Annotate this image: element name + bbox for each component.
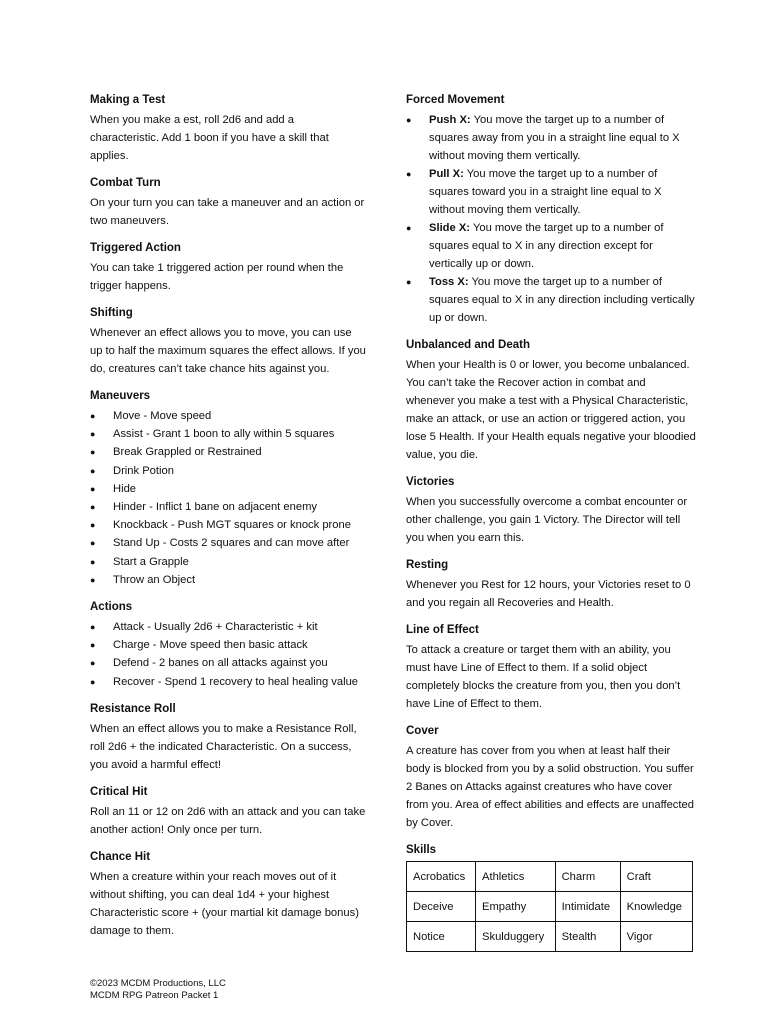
forced-movement-heading: Forced Movement (406, 94, 505, 106)
victories-heading: Victories (406, 476, 455, 488)
table-row (407, 862, 693, 892)
list-item: ● Defend - 2 banes on all attacks against you (90, 654, 366, 672)
list-item: ● Recover - Spend 1 recovery to heal healing value (90, 673, 366, 691)
skills-table (406, 861, 693, 952)
resting-heading: Resting (406, 559, 449, 571)
push-text: You move the target up to a number of squares away from you in a straight line equal to X without moving them vertically. (429, 114, 680, 162)
table-cell: Skulduggery (476, 922, 556, 952)
pull-term: Pull X: (429, 168, 464, 180)
list-item: ● Drink Potion (90, 462, 366, 480)
maneuvers-heading: Maneuvers (90, 390, 151, 402)
chance-hit-heading: Chance Hit (90, 850, 151, 863)
resting-section (406, 557, 696, 612)
unbalanced-heading: Unbalanced and Death (406, 339, 530, 351)
table-cell: Knowledge (620, 892, 692, 922)
forced-movement-list (406, 111, 696, 327)
triggered-action-heading: Triggered Action (90, 242, 181, 254)
making-test-section (90, 92, 366, 165)
table-cell: Notice (407, 922, 476, 952)
line-of-effect-section (406, 622, 696, 713)
list-item: ● Attack - Usually 2d6 + Characteristic + kit (90, 618, 366, 636)
resting-body: Whenever you Rest for 12 hours, your Victories reset to 0 and you regain all Recoveries and Health. (406, 579, 691, 609)
list-item: ● Hide (90, 480, 366, 498)
footer (90, 978, 226, 1002)
actions-list (90, 618, 366, 691)
critical-hit-body: Roll an 11 or 12 on 2d6 with an attack and you can take another action! Only once per turn. (90, 805, 366, 836)
combat-turn-section (90, 175, 366, 230)
left-column (90, 92, 366, 950)
list-item (406, 165, 696, 219)
victories-section (406, 474, 696, 547)
table-cell: Vigor (620, 922, 692, 952)
maneuvers-list (90, 407, 366, 589)
list-item: ● Move - Move speed (90, 407, 366, 425)
making-test-heading: Making a Test (90, 94, 166, 106)
making-test-body: When you make a est, roll 2d6 and add a characteristic. Add 1 boon if you have a skill that applies. (90, 114, 329, 162)
skills-section (406, 842, 696, 952)
list-item: ● Charge - Move speed then basic attack (90, 636, 366, 654)
push-term: Push X: (429, 114, 471, 126)
list-item: ● Hinder - Inflict 1 bane on adjacent enemy (90, 498, 366, 516)
shifting-section (90, 305, 366, 378)
copyright-line: ©2023 MCDM Productions, LLC (90, 978, 226, 989)
cover-body: A creature has cover from you when at least half their body is blocked from you by a solid obstruction. You suffer 2 Banes on Attacks against creatures who have cover from you. Area of effect abilities and effects are unaffected by Cover. (406, 745, 694, 829)
shifting-body: Whenever an effect allows you to move, you can use up to half the maximum squares the effect allows. If you do, creatures can’t take chance hits against you. (90, 327, 366, 375)
combat-turn-heading: Combat Turn (90, 177, 161, 189)
chance-hit-section (90, 849, 366, 940)
line-of-effect-body: To attack a creature or target them with an ability, you must have Line of Effect to them. If a solid object completely blocks the creature from you, then you don’t have Line of Effect to them. (406, 644, 681, 710)
triggered-action-section (90, 240, 366, 295)
list-item (406, 273, 696, 327)
shifting-heading: Shifting (90, 307, 133, 319)
pull-text: You move the target up to a number of squares toward you in a straight line equal to X without moving them vertically. (429, 168, 662, 216)
triggered-action-body: You can take 1 triggered action per round when the trigger happens. (90, 262, 344, 292)
cover-heading: Cover (406, 725, 439, 737)
maneuvers-section (90, 388, 366, 589)
chance-hit-body: When a creature within your reach moves out of it without shifting, you can deal 1d4 + your highest Characteristic score + (your martial kit damage bonus) damage to them. (90, 870, 359, 937)
unbalanced-section (406, 337, 696, 464)
slide-term: Slide X: (429, 222, 471, 234)
table-row (407, 922, 693, 952)
victories-body: When you successfully overcome a combat encounter or other challenge, you gain 1 Victory. The Director will tell you when you earn this. (406, 496, 688, 544)
cover-section (406, 723, 696, 832)
line-of-effect-heading: Line of Effect (406, 624, 479, 636)
slide-text: You move the target up to a number of squares equal to X in any direction except for vertically up or down. (429, 222, 664, 270)
table-cell: Charm (555, 862, 620, 892)
list-item: ● Start a Grapple (90, 553, 366, 571)
list-item (406, 111, 696, 165)
forced-movement-section (406, 92, 696, 327)
table-cell: Acrobatics (407, 862, 476, 892)
list-item: ● Break Grappled or Restrained (90, 443, 366, 461)
list-item: ● Assist - Grant 1 boon to ally within 5 squares (90, 425, 366, 443)
unbalanced-body: When your Health is 0 or lower, you become unbalanced. You can’t take the Recover action in combat and whenever you make a test with a Physical Characteristic, make an attack, or use an action or triggered action, you lose 5 Health. If your Health equals negative your bloodied value, you die. (406, 359, 696, 461)
toss-term: Toss X: (429, 276, 469, 288)
table-cell: Deceive (407, 892, 476, 922)
table-cell: Intimidate (555, 892, 620, 922)
table-cell: Empathy (476, 892, 556, 922)
toss-text: You move the target up to a number of squares equal to X in any direction including vertically up or down. (429, 276, 695, 324)
actions-section (90, 599, 366, 691)
resistance-roll-body: When an effect allows you to make a Resistance Roll, roll 2d6 + the indicated Characteristic. On a success, you avoid a harmful effect! (90, 722, 357, 771)
actions-heading: Actions (90, 601, 133, 614)
list-item: ● Knockback - Push MGT squares or knock prone (90, 516, 366, 534)
table-cell: Stealth (555, 922, 620, 952)
resistance-roll-heading: Resistance Roll (90, 702, 176, 715)
table-row (407, 892, 693, 922)
combat-turn-body: On your turn you can take a maneuver and an action or two maneuvers. (90, 197, 365, 227)
table-cell: Athletics (476, 862, 556, 892)
table-cell: Craft (620, 862, 692, 892)
packet-line: MCDM RPG Patreon Packet 1 (90, 990, 219, 1001)
critical-hit-section (90, 784, 366, 839)
resistance-roll-section (90, 701, 366, 774)
critical-hit-heading: Critical Hit (90, 785, 148, 798)
list-item (406, 219, 696, 273)
list-item: ● Stand Up - Costs 2 squares and can move after (90, 534, 366, 552)
list-item: ● Throw an Object (90, 571, 366, 589)
right-column (406, 92, 696, 962)
skills-heading: Skills (406, 844, 437, 856)
